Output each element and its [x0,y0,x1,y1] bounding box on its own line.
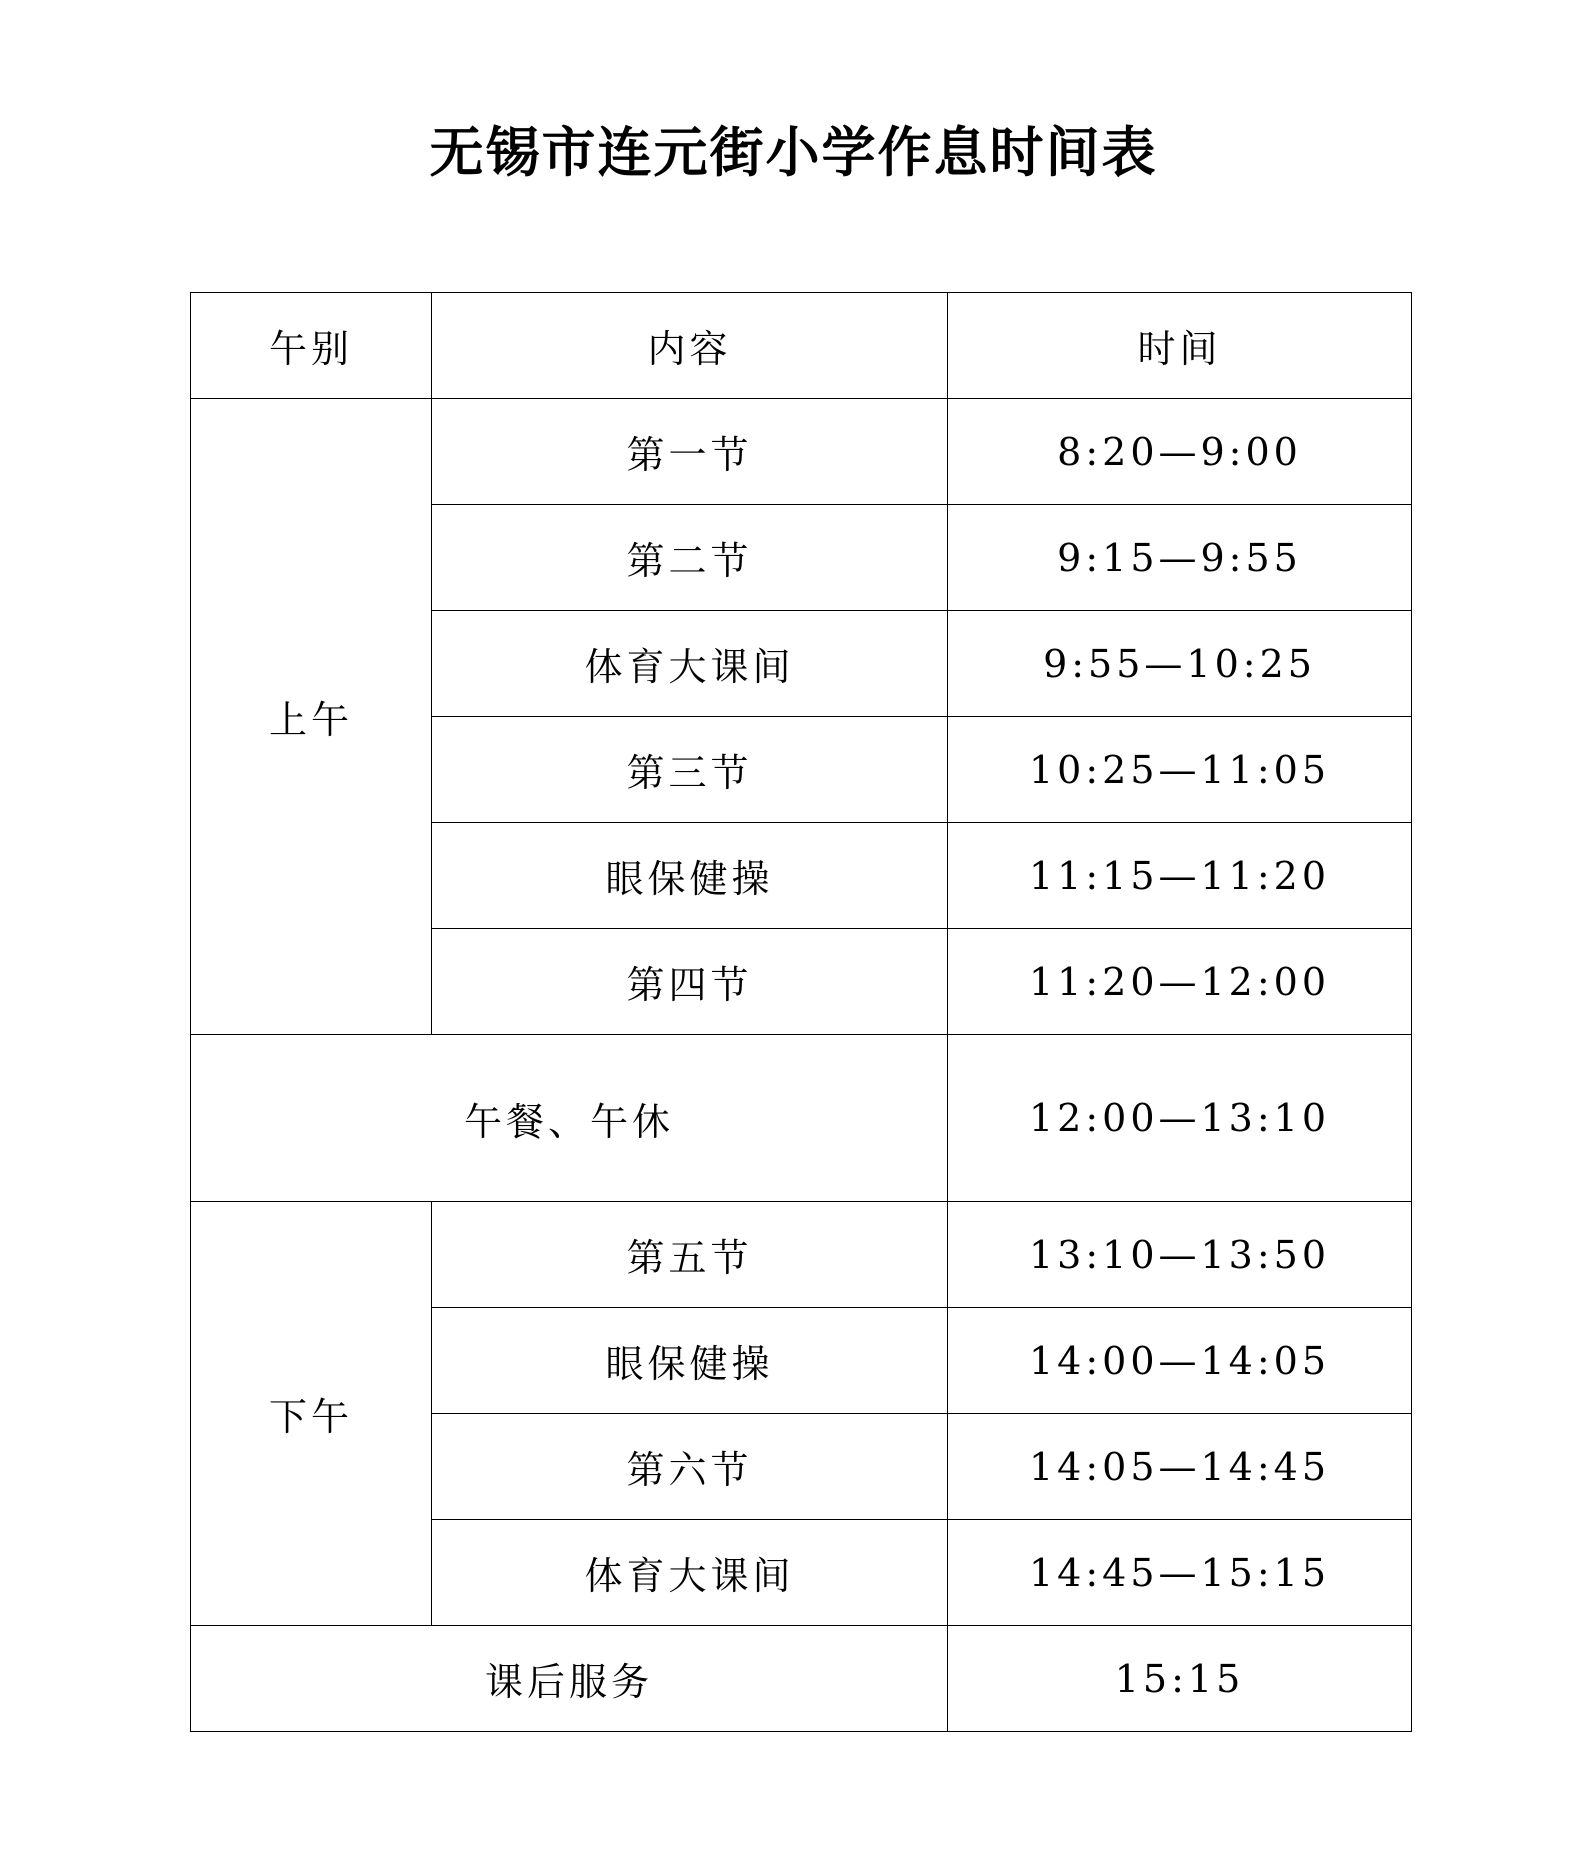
table-header-row [191,293,1412,399]
row-time: 9:55—10:25 [948,611,1412,717]
after-school-time: 15:15 [948,1626,1412,1732]
table-row-noon [191,1035,1412,1202]
afternoon-label: 下午 [191,1202,432,1626]
table-row-after-school [191,1626,1412,1732]
row-time: 8:20—9:00 [948,399,1412,505]
morning-label: 上午 [191,399,432,1035]
row-content: 第一节 [432,399,948,505]
row-content: 体育大课间 [432,611,948,717]
table-row [191,399,1412,505]
row-content: 眼保健操 [432,823,948,929]
row-content: 眼保健操 [432,1308,948,1414]
row-content: 体育大课间 [432,1520,948,1626]
row-time: 11:20—12:00 [948,929,1412,1035]
row-time: 11:15—11:20 [948,823,1412,929]
row-content: 第四节 [432,929,948,1035]
noon-content: 午餐、午休 [191,1035,948,1202]
after-school-content: 课后服务 [191,1626,948,1732]
row-time: 14:05—14:45 [948,1414,1412,1520]
row-content: 第六节 [432,1414,948,1520]
noon-time: 12:00—13:10 [948,1035,1412,1202]
row-time: 14:00—14:05 [948,1308,1412,1414]
schedule-table [190,292,1412,1732]
row-time: 9:15—9:55 [948,505,1412,611]
row-time: 10:25—11:05 [948,717,1412,823]
row-time: 14:45—15:15 [948,1520,1412,1626]
row-content: 第五节 [432,1202,948,1308]
header-period: 午别 [191,293,432,399]
header-time: 时间 [948,293,1412,399]
row-time: 13:10—13:50 [948,1202,1412,1308]
header-content: 内容 [432,293,948,399]
page-title: 无锡市连元街小学作息时间表 [429,121,1158,184]
row-content: 第二节 [432,505,948,611]
row-content: 第三节 [432,717,948,823]
table-row [191,1202,1412,1308]
